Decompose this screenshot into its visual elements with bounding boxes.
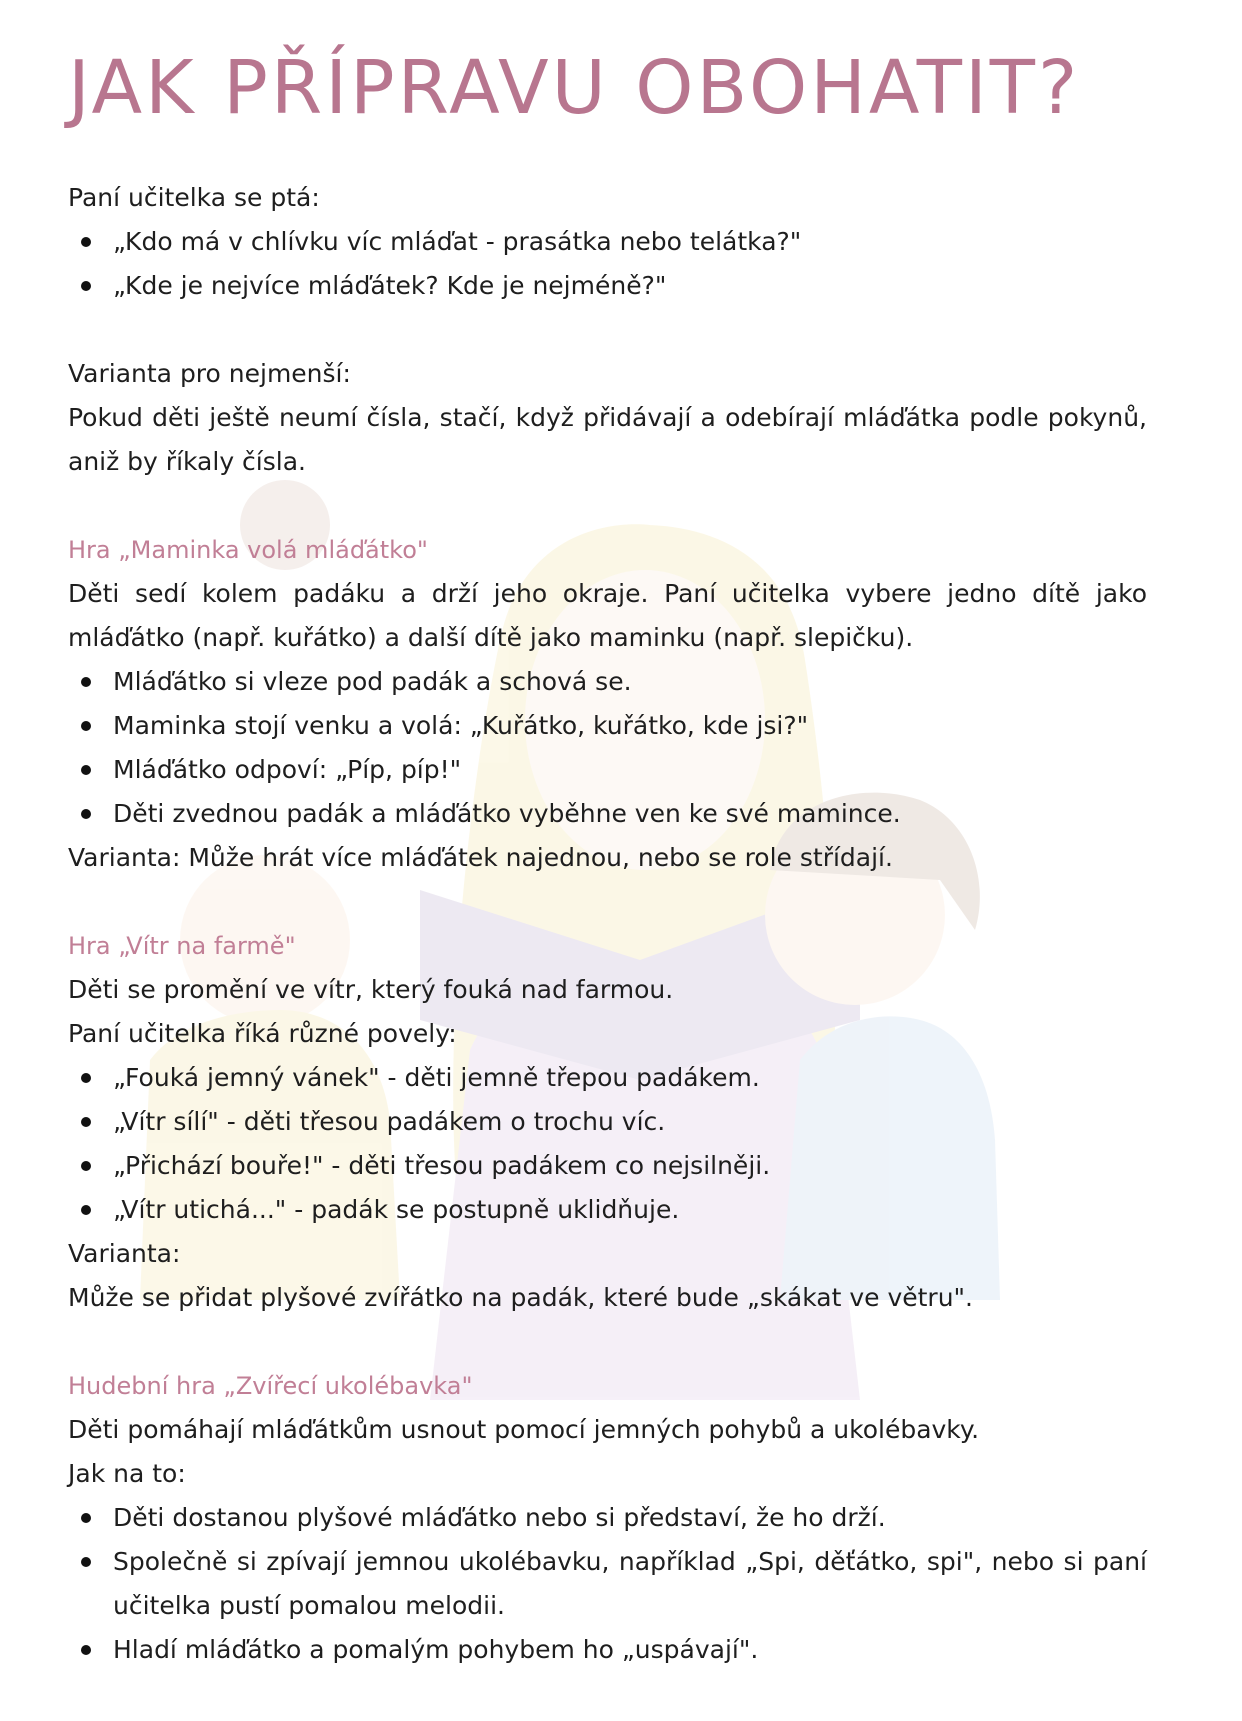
game3-lead: Jak na to:	[68, 1459, 186, 1488]
list-item: Děti dostanou plyšové mláďátko nebo si představí, že ho drží.	[113, 1496, 1147, 1540]
list-item: Společně si zpívají jemnou ukolébavku, například „Spi, děťátko, spi", nebo si paní učitelka pustí pomalou melodii.	[113, 1540, 1147, 1628]
list-item: Hladí mláďátko a pomalým pohybem ho „uspávají".	[113, 1628, 1147, 1672]
game1-variant: Varianta: Může hrát více mláďátek najednou, nebo se role střídají.	[68, 843, 893, 872]
variant-small-heading: Varianta pro nejmenší:	[68, 359, 351, 388]
intro-question-list	[68, 220, 1147, 308]
list-item: Maminka stojí venku a volá: „Kuřátko, kuřátko, kde jsi?"	[113, 704, 1147, 748]
game1-heading: Hra „Maminka volá mláďátko"	[68, 536, 428, 564]
game2-intro: Děti se promění ve vítr, který fouká nad farmou.	[68, 975, 674, 1004]
list-item: „Přichází bouře!" - děti třesou padákem co nejsilněji.	[113, 1144, 1147, 1188]
list-item: Děti zvednou padák a mláďátko vyběhne ven ke své mamince.	[113, 792, 1147, 836]
spacer	[68, 1320, 1147, 1364]
list-item: „Vítr sílí" - děti třesou padákem o trochu víc.	[113, 1100, 1147, 1144]
game1-step-list	[68, 660, 1147, 836]
game2-command-list	[68, 1056, 1147, 1232]
game2-variant-text: Může se přidat plyšové zvířátko na padák, které bude „skákat ve větru".	[68, 1283, 973, 1312]
game2-variant-label: Varianta:	[68, 1239, 181, 1268]
game1-intro: Děti sedí kolem padáku a drží jeho okraje. Paní učitelka vybere jedno dítě jako mláďátko (např. kuřátko) a další dítě jako maminku (např. slepičku).	[68, 579, 1147, 652]
game2-lead: Paní učitelka říká různé povely:	[68, 1019, 457, 1048]
game3-heading: Hudební hra „Zvířecí ukolébavka"	[68, 1372, 473, 1400]
spacer	[68, 308, 1147, 352]
intro-lead: Paní učitelka se ptá:	[68, 183, 320, 212]
list-item: „Vítr utichá..." - padák se postupně uklidňuje.	[113, 1188, 1147, 1232]
game2-heading: Hra „Vítr na farmě"	[68, 932, 296, 960]
game3-step-list	[68, 1496, 1147, 1672]
document-title: JAK PŘÍPRAVU OBOHATIT?	[68, 45, 1081, 131]
list-item: Mláďátko si vleze pod padák a schová se.	[113, 660, 1147, 704]
game3-intro: Děti pomáhají mláďátkům usnout pomocí jemných pohybů a ukolébavky.	[68, 1415, 980, 1444]
list-item: „Fouká jemný vánek" - děti jemně třepou padákem.	[113, 1056, 1147, 1100]
variant-small-text: Pokud děti ještě neumí čísla, stačí, když přidávají a odebírají mláďátka podle pokynů, aniž by říkaly čísla.	[68, 403, 1147, 476]
spacer	[68, 484, 1147, 528]
list-item: „Kdo má v chlívku víc mláďat - prasátka nebo telátka?"	[113, 220, 1147, 264]
list-item: Mláďátko odpoví: „Píp, píp!"	[113, 748, 1147, 792]
list-item: „Kde je nejvíce mláďátek? Kde je nejméně?"	[113, 264, 1147, 308]
spacer	[68, 880, 1147, 924]
